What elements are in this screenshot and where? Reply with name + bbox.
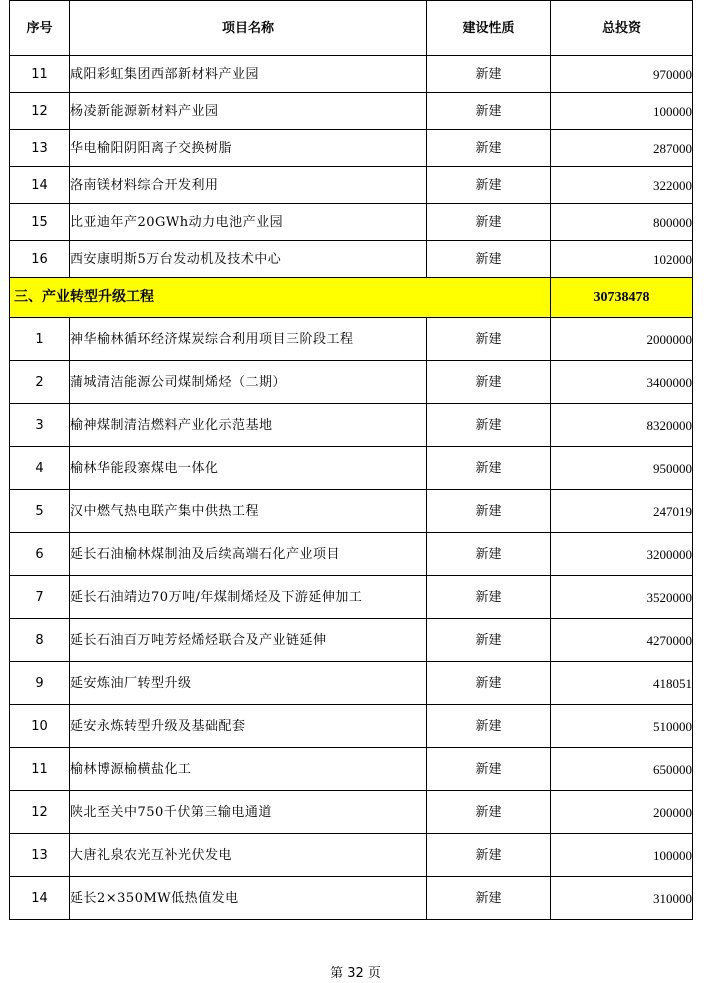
table-row (10, 318, 693, 361)
row-name: 延安永炼转型升级及基础配套 (70, 705, 427, 748)
row-type: 新建 (427, 361, 551, 404)
row-no: 14 (10, 877, 70, 920)
row-type: 新建 (427, 241, 551, 278)
row-amount: 287000 (551, 130, 693, 167)
row-name: 延长石油榆林煤制油及后续高端石化产业项目 (70, 533, 427, 576)
row-type: 新建 (427, 447, 551, 490)
page-number: 第 32 页 (330, 966, 381, 981)
row-type: 新建 (427, 204, 551, 241)
row-name: 延安炼油厂转型升级 (70, 662, 427, 705)
row-name: 延长石油靖边70万吨/年煤制烯烃及下游延伸加工 (70, 576, 427, 619)
row-name: 榆林华能段寨煤电一体化 (70, 447, 427, 490)
row-type: 新建 (427, 318, 551, 361)
row-no: 9 (10, 662, 70, 705)
row-no: 15 (10, 204, 70, 241)
row-type: 新建 (427, 619, 551, 662)
row-name: 汉中燃气热电联产集中供热工程 (70, 490, 427, 533)
row-type: 新建 (427, 404, 551, 447)
section-total: 30738478 (551, 278, 693, 318)
table-row (10, 56, 693, 93)
table-row (10, 447, 693, 490)
row-name: 延长石油百万吨芳烃烯烃联合及产业链延伸 (70, 619, 427, 662)
row-type: 新建 (427, 93, 551, 130)
row-no: 13 (10, 130, 70, 167)
row-amount: 8320000 (551, 404, 693, 447)
row-no: 12 (10, 791, 70, 834)
section-title: 三、产业转型升级工程 (10, 278, 551, 318)
table-row (10, 748, 693, 791)
row-amount: 3520000 (551, 576, 693, 619)
row-name: 大唐礼泉农光互补光伏发电 (70, 834, 427, 877)
row-amount: 102000 (551, 241, 693, 278)
row-name: 杨凌新能源新材料产业园 (70, 93, 427, 130)
row-name: 比亚迪年产20GWh动力电池产业园 (70, 204, 427, 241)
row-amount: 970000 (551, 56, 693, 93)
row-no: 3 (10, 404, 70, 447)
table-row (10, 834, 693, 877)
row-type: 新建 (427, 490, 551, 533)
table-row (10, 241, 693, 278)
row-amount: 3200000 (551, 533, 693, 576)
row-no: 11 (10, 748, 70, 791)
section-row (10, 278, 693, 318)
table-row (10, 705, 693, 748)
row-name: 延长2×350MW低热值发电 (70, 877, 427, 920)
row-amount: 418051 (551, 662, 693, 705)
row-amount: 2000000 (551, 318, 693, 361)
row-name: 神华榆林循环经济煤炭综合利用项目三阶段工程 (70, 318, 427, 361)
row-type: 新建 (427, 748, 551, 791)
row-no: 11 (10, 56, 70, 93)
row-amount: 3400000 (551, 361, 693, 404)
row-no: 1 (10, 318, 70, 361)
row-no: 8 (10, 619, 70, 662)
row-name: 咸阳彩虹集团西部新材料产业园 (70, 56, 427, 93)
row-amount: 510000 (551, 705, 693, 748)
header-name: 项目名称 (70, 1, 427, 56)
row-type: 新建 (427, 130, 551, 167)
row-no: 13 (10, 834, 70, 877)
row-amount: 650000 (551, 748, 693, 791)
row-amount: 800000 (551, 204, 693, 241)
row-type: 新建 (427, 56, 551, 93)
row-type: 新建 (427, 576, 551, 619)
table-row (10, 404, 693, 447)
row-amount: 200000 (551, 791, 693, 834)
table-row (10, 533, 693, 576)
table-row (10, 619, 693, 662)
row-name: 西安康明斯5万台发动机及技术中心 (70, 241, 427, 278)
row-type: 新建 (427, 167, 551, 204)
table-row (10, 204, 693, 241)
table-row (10, 361, 693, 404)
header-type: 建设性质 (427, 1, 551, 56)
row-no: 5 (10, 490, 70, 533)
row-name: 蒲城清洁能源公司煤制烯烃（二期） (70, 361, 427, 404)
row-name: 榆林博源榆横盐化工 (70, 748, 427, 791)
row-no: 14 (10, 167, 70, 204)
row-amount: 247019 (551, 490, 693, 533)
table-row (10, 167, 693, 204)
row-type: 新建 (427, 877, 551, 920)
row-amount: 100000 (551, 834, 693, 877)
row-no: 12 (10, 93, 70, 130)
row-name: 洛南镁材料综合开发利用 (70, 167, 427, 204)
table-row (10, 93, 693, 130)
row-type: 新建 (427, 662, 551, 705)
investment-table (9, 0, 693, 920)
row-amount: 310000 (551, 877, 693, 920)
row-no: 7 (10, 576, 70, 619)
row-name: 榆神煤制清洁燃料产业化示范基地 (70, 404, 427, 447)
table-row (10, 791, 693, 834)
table-row (10, 877, 693, 920)
row-type: 新建 (427, 705, 551, 748)
header-investment: 总投资 (551, 1, 693, 56)
row-type: 新建 (427, 533, 551, 576)
row-amount: 950000 (551, 447, 693, 490)
row-no: 6 (10, 533, 70, 576)
row-no: 2 (10, 361, 70, 404)
row-no: 10 (10, 705, 70, 748)
table-header-row (10, 1, 693, 56)
table-row (10, 130, 693, 167)
row-type: 新建 (427, 834, 551, 877)
table-row (10, 576, 693, 619)
row-type: 新建 (427, 791, 551, 834)
table-row (10, 490, 693, 533)
row-amount: 100000 (551, 93, 693, 130)
row-amount: 4270000 (551, 619, 693, 662)
row-no: 16 (10, 241, 70, 278)
table-row (10, 662, 693, 705)
row-name: 陕北至关中750千伏第三输电通道 (70, 791, 427, 834)
header-no: 序号 (10, 1, 70, 56)
row-name: 华电榆阳阴阳离子交换树脂 (70, 130, 427, 167)
row-no: 4 (10, 447, 70, 490)
row-amount: 322000 (551, 167, 693, 204)
